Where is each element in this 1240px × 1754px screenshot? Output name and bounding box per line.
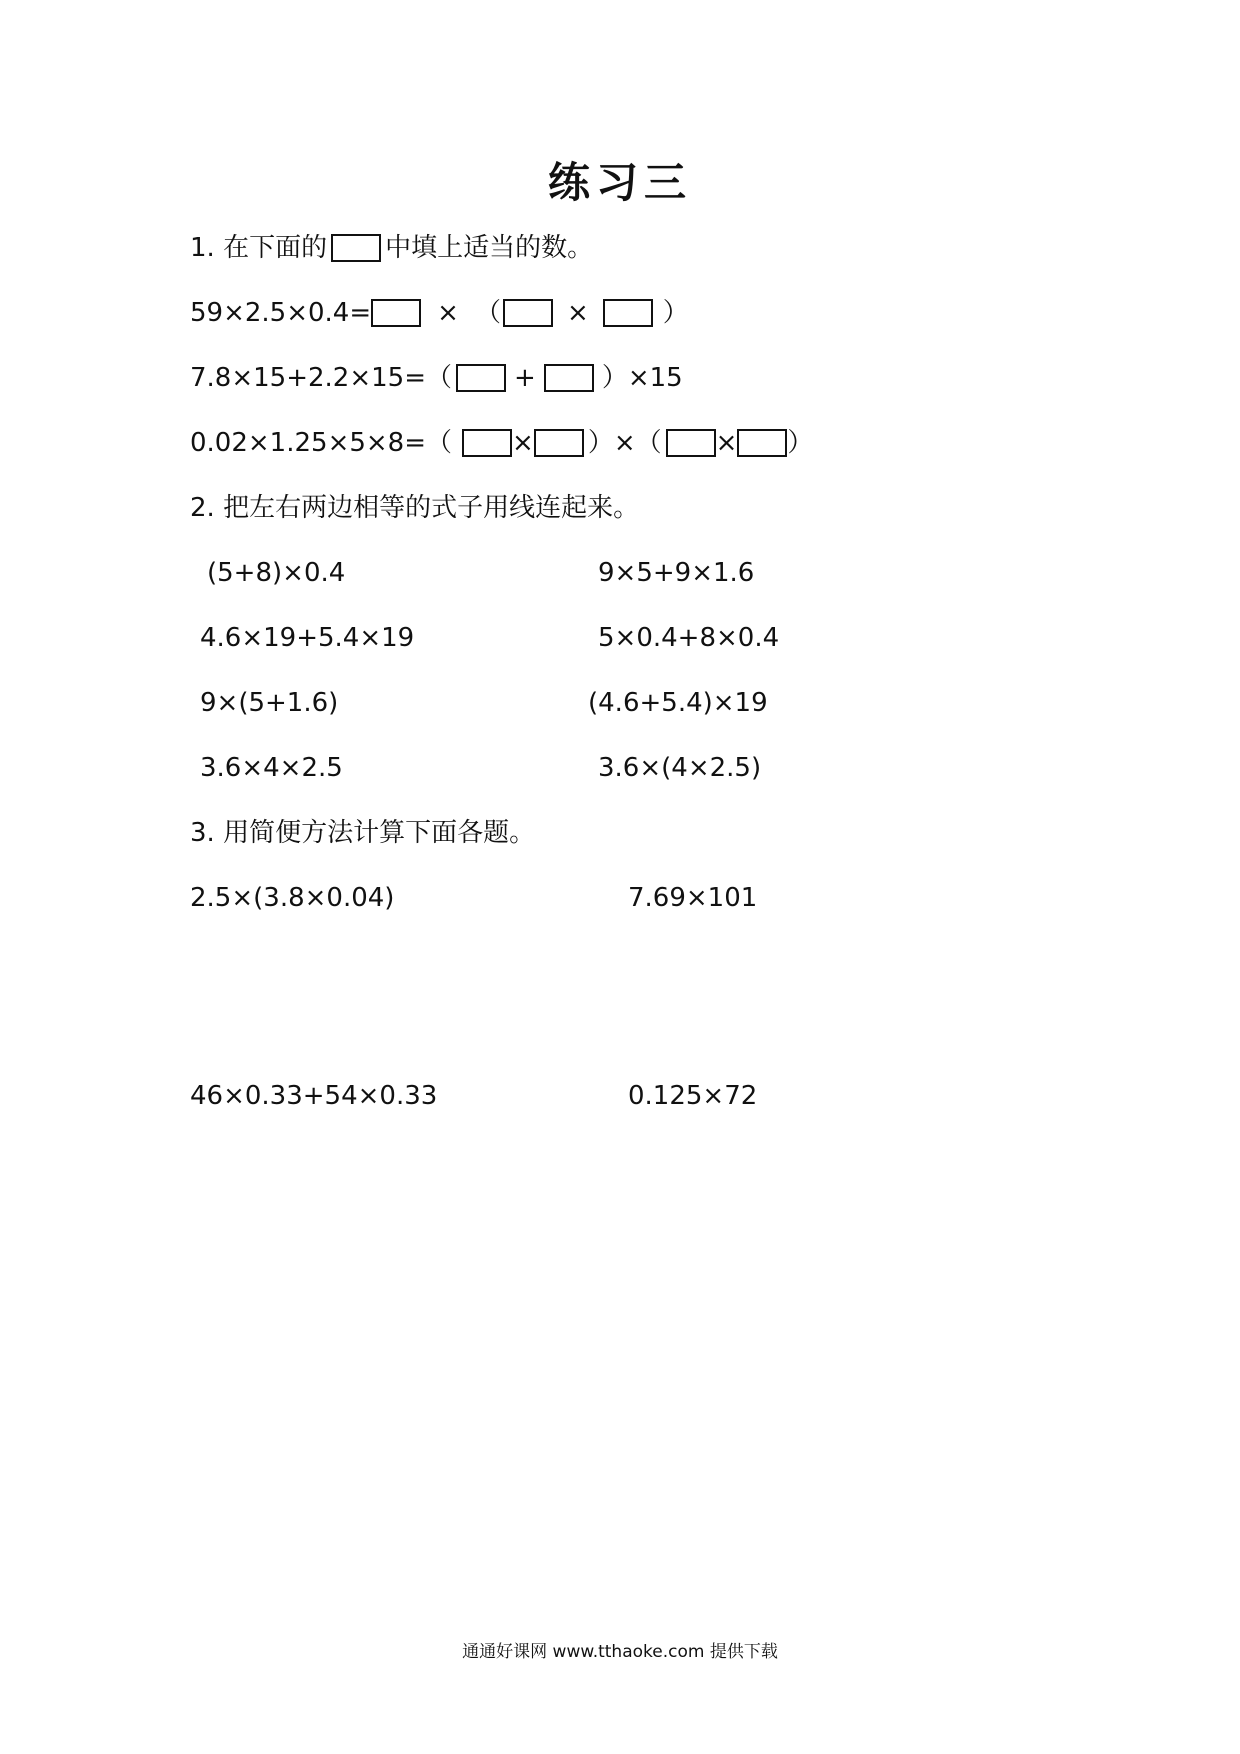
answer-box[interactable]: [371, 299, 421, 327]
q1-row-1: [190, 295, 689, 331]
right-expression: 5×0.4+8×0.4: [598, 623, 780, 653]
answer-box[interactable]: [666, 429, 716, 457]
sample-blank-box: [331, 234, 381, 262]
answer-box[interactable]: [534, 429, 584, 457]
q1-row3-times-1: ×: [512, 428, 534, 458]
left-expression: (5+8)×0.4: [207, 558, 346, 588]
answer-box[interactable]: [503, 299, 553, 327]
q1-row1-times: ×: [437, 298, 459, 328]
q1-row3-expression: 0.02×1.25×5×8=（: [190, 428, 453, 458]
page-title: 练习三: [547, 158, 692, 207]
answer-box[interactable]: [737, 429, 787, 457]
q1-row-2: [190, 360, 683, 396]
q1-row-3: [190, 425, 813, 461]
q1-heading-before: 1. 在下面的: [190, 233, 328, 263]
q1-heading-after: 中填上适当的数。: [385, 233, 594, 263]
left-expression: 4.6×19+5.4×19: [200, 623, 415, 653]
q1-row1-open-paren: （: [474, 298, 501, 328]
q1-row3-close-paren: ）: [787, 428, 814, 458]
left-expression: 3.6×4×2.5: [200, 753, 343, 783]
calculation-problem: 0.125×72: [628, 1081, 758, 1111]
right-expression: 3.6×(4×2.5): [598, 753, 762, 783]
footer-source: 通通好课网 www.tthaoke.com 提供下载: [462, 1642, 778, 1662]
answer-box[interactable]: [456, 364, 506, 392]
answer-box[interactable]: [462, 429, 512, 457]
right-expression: 9×5+9×1.6: [598, 558, 755, 588]
calculation-problem: 7.69×101: [628, 883, 758, 913]
q3-heading: 3. 用简便方法计算下面各题。: [190, 818, 536, 848]
q2-heading: 2. 把左右两边相等的式子用线连起来。: [190, 493, 640, 523]
q1-row1-expression: 59×2.5×0.4=: [190, 298, 372, 328]
answer-box[interactable]: [603, 299, 653, 327]
calculation-problem: 2.5×(3.8×0.04): [190, 883, 395, 913]
q1-row2-close: ）×15: [601, 363, 683, 393]
q1-row3-times-2: ×: [715, 428, 738, 458]
q1-row1-times-2: ×: [566, 298, 589, 328]
right-expression: (4.6+5.4)×19: [588, 688, 768, 718]
calculation-problem: 46×0.33+54×0.33: [190, 1081, 438, 1111]
q1-row1-close-paren: ）: [662, 298, 689, 328]
q1-heading: [190, 230, 593, 266]
q1-row2-plus: +: [514, 363, 536, 393]
q1-row3-mid: ）×（: [587, 428, 662, 458]
q1-row2-expression: 7.8×15+2.2×15=（: [190, 363, 453, 393]
answer-box[interactable]: [544, 364, 594, 392]
left-expression: 9×(5+1.6): [200, 688, 339, 718]
